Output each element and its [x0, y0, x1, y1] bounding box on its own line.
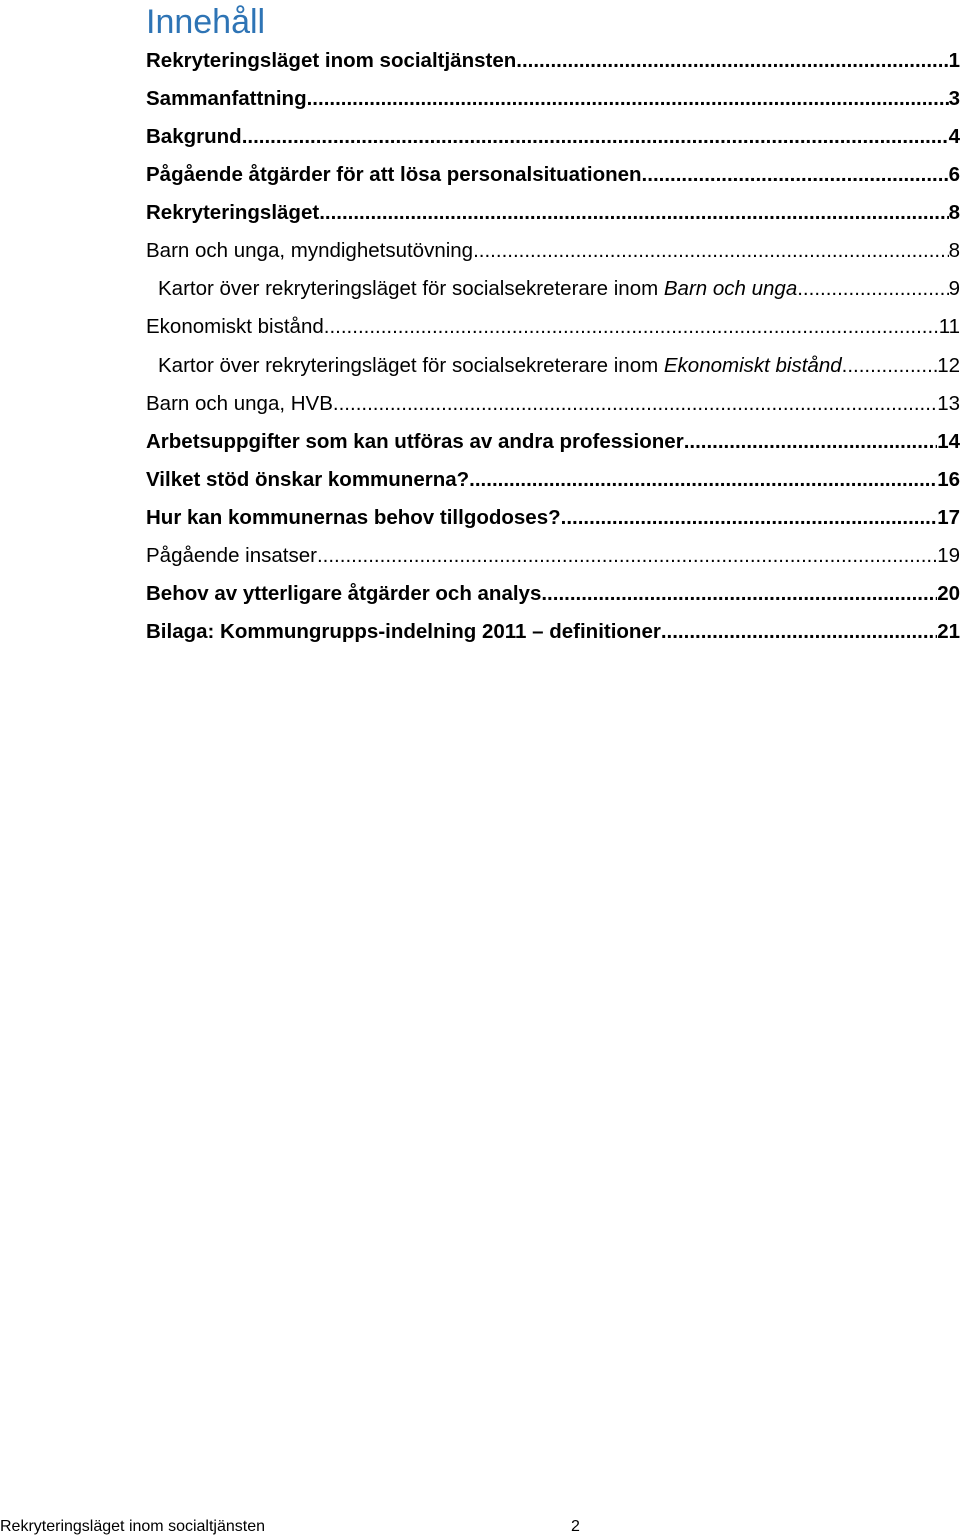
toc-subentry[interactable]	[146, 270, 960, 308]
dot-leader	[842, 347, 938, 385]
toc-entry-page: 3	[948, 87, 960, 111]
toc-heading: Innehåll	[146, 3, 266, 41]
toc-entry-title: Rekryteringsläget inom socialtjänsten	[146, 49, 517, 72]
dot-leader	[242, 118, 949, 156]
toc-entry-page: 20	[937, 581, 960, 605]
dot-leader	[307, 80, 949, 118]
dot-leader	[333, 385, 937, 423]
toc-entry-title: Behov av ytterligare åtgärder och analys	[146, 581, 542, 605]
toc-entry-page: 6	[948, 163, 960, 187]
toc-entry-title: Pågående insatser	[146, 543, 317, 567]
toc-entry-title: Barn och unga, HVB	[146, 391, 333, 415]
toc-entry[interactable]	[146, 308, 960, 346]
toc-entry-title: Ekonomiskt bistånd	[146, 315, 324, 339]
toc-entry-title: Arbetsuppgifter som kan utföras av andra professioner	[146, 429, 684, 453]
toc-entry-title-emphasis: Barn och unga	[663, 277, 798, 301]
toc-entry-title: Bilaga: Kommungrupps-indelning 2011 – definitioner	[146, 619, 661, 643]
dot-leader	[642, 156, 949, 194]
dot-leader	[317, 537, 937, 575]
toc-entry-page: 8	[948, 239, 960, 263]
toc-entry[interactable]	[146, 80, 960, 118]
toc-entry-title	[158, 347, 842, 385]
toc-entry[interactable]	[146, 423, 960, 461]
dot-leader	[516, 42, 948, 80]
toc-entry-title-prefix: Kartor över rekryteringsläget för socialsekreterare inom	[158, 353, 664, 377]
toc-entry[interactable]	[146, 156, 960, 194]
toc-entry-title: Bakgrund	[146, 125, 242, 149]
toc-entry-title: Hur kan kommunernas behov tillgodoses?	[146, 505, 561, 529]
toc-entry-title: Rekryteringsläget	[146, 201, 320, 225]
dot-leader	[473, 232, 949, 270]
toc-entry[interactable]	[146, 194, 960, 232]
toc-entry-page: 21	[937, 619, 960, 643]
toc-entry-page: 11	[938, 315, 960, 339]
table-of-contents	[146, 42, 960, 651]
toc-entry[interactable]	[146, 42, 960, 80]
toc-entry[interactable]	[146, 499, 960, 537]
toc-entry-title: Barn och unga, myndighetsutövning	[146, 239, 474, 263]
dot-leader	[469, 461, 937, 499]
toc-subentry[interactable]	[146, 347, 960, 385]
footer-page-number: 2	[571, 1518, 580, 1535]
dot-leader	[561, 499, 938, 537]
toc-entry-page: 12	[937, 353, 960, 377]
dot-leader	[319, 194, 948, 232]
toc-entry[interactable]	[146, 537, 960, 575]
toc-entry[interactable]	[146, 461, 960, 499]
toc-entry-page: 4	[948, 125, 960, 149]
toc-entry-page: 19	[937, 543, 960, 567]
toc-entry[interactable]	[146, 575, 960, 613]
toc-entry-page: 13	[937, 391, 960, 415]
toc-entry[interactable]	[146, 385, 960, 423]
toc-entry-title: Vilket stöd önskar kommunerna?	[146, 467, 470, 491]
dot-leader	[797, 270, 948, 308]
toc-entry-page: 14	[937, 429, 960, 453]
toc-entry-title	[158, 270, 797, 308]
footer-document-title: Rekryteringsläget inom socialtjänsten	[0, 1518, 266, 1535]
toc-entry-page: 16	[937, 467, 960, 491]
toc-entry-title: Pågående åtgärder för att lösa personalsituationen	[146, 163, 642, 187]
toc-entry-title: Sammanfattning	[146, 87, 307, 111]
dot-leader	[324, 308, 939, 346]
toc-entry[interactable]	[146, 118, 960, 156]
toc-entry-page: 9	[948, 277, 960, 301]
dot-leader	[684, 423, 938, 461]
toc-entry-page: 1	[948, 49, 960, 72]
toc-entry-title-prefix: Kartor över rekryteringsläget för socialsekreterare inom	[158, 277, 664, 301]
toc-entry-page: 17	[937, 505, 960, 529]
dot-leader	[541, 575, 937, 613]
toc-entry[interactable]	[146, 232, 960, 270]
toc-entry[interactable]	[146, 613, 960, 651]
toc-entry-title-emphasis: Ekonomiskt bistånd	[663, 353, 842, 377]
toc-entry-page: 8	[948, 201, 960, 225]
dot-leader	[661, 613, 937, 651]
